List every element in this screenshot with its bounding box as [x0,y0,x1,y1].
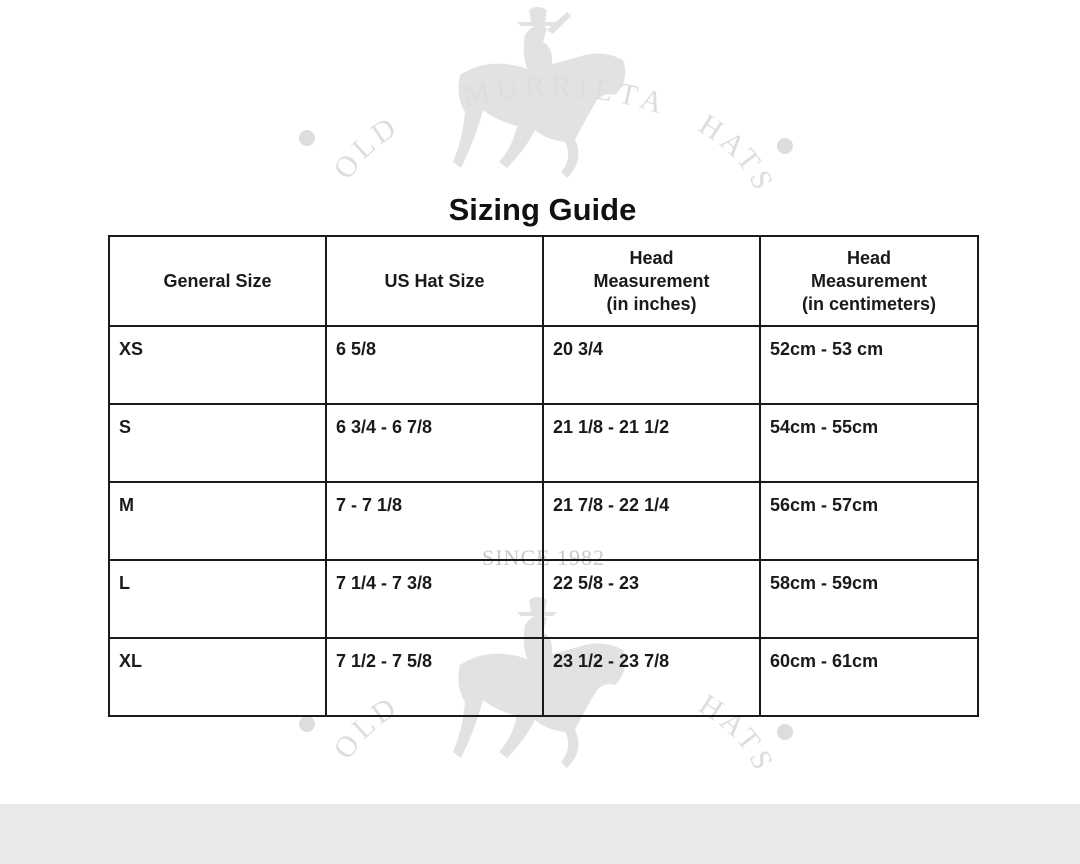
watermark-bottom-brand-old: OLD [327,689,406,766]
cell-us-hat-size: 6 3/4 - 6 7/8 [326,404,543,482]
cell-head-centimeters: 56cm - 57cm [760,482,978,560]
cell-head-inches: 20 3/4 [543,326,760,404]
header-label-line-2: Measurement [593,270,710,291]
table-row [109,482,978,560]
svg-text:OLD [327,109,405,185]
table-row [109,638,978,716]
page-title: Sizing Guide [448,192,637,227]
cell-us-hat-size: 7 - 7 1/8 [326,482,543,560]
table-row [109,404,978,482]
table-row [109,560,978,638]
header-label: US Hat Size [384,270,485,291]
cell-head-centimeters: 58cm - 59cm [760,560,978,638]
cell-general-size: XL [109,638,326,716]
cell-head-inches: 22 5/8 - 23 [543,560,760,638]
header-label-line-1: Head [629,247,674,268]
header-label-line-3: (in centimeters) [801,293,937,314]
watermark-brand-old: OLD [327,109,406,186]
header-head-centimeters [760,236,978,326]
header-label-line-3: (in inches) [606,293,697,314]
cell-head-inches: 21 1/8 - 21 1/2 [543,404,760,482]
svg-text:HATS [693,108,781,198]
watermark-since: SINCE 1982 [482,545,606,570]
header-head-inches [543,236,760,326]
table-header-row [109,236,978,326]
cell-general-size: XS [109,326,326,404]
cell-head-centimeters: 54cm - 55cm [760,404,978,482]
cell-head-inches: 21 7/8 - 22 1/4 [543,482,760,560]
cell-us-hat-size: 7 1/2 - 7 5/8 [326,638,543,716]
cell-us-hat-size: 7 1/4 - 7 3/8 [326,560,543,638]
watermark-brand-murrieta: MURRIETA [460,69,673,122]
watermark-brand-hats: HATS [692,107,782,199]
header-label-line-1: Head [846,247,891,268]
header-label-line-2: Measurement [810,270,928,291]
sizing-table [108,235,979,717]
watermark-bottom-brand-hats: HATS [692,687,782,779]
cell-us-hat-size: 6 5/8 [326,326,543,404]
cell-general-size: M [109,482,326,560]
cell-general-size: L [109,560,326,638]
cell-head-centimeters: 52cm - 53 cm [760,326,978,404]
svg-text:MURRIETA [460,70,672,122]
cell-general-size: S [109,404,326,482]
bottom-band [0,804,1080,864]
cell-head-centimeters: 60cm - 61cm [760,638,978,716]
header-label: General Size [163,270,272,291]
table-row [109,326,978,404]
cowboy-horse-icon [453,7,625,178]
cell-head-inches: 23 1/2 - 23 7/8 [543,638,760,716]
header-general-size [109,236,326,326]
header-us-hat-size [326,236,543,326]
